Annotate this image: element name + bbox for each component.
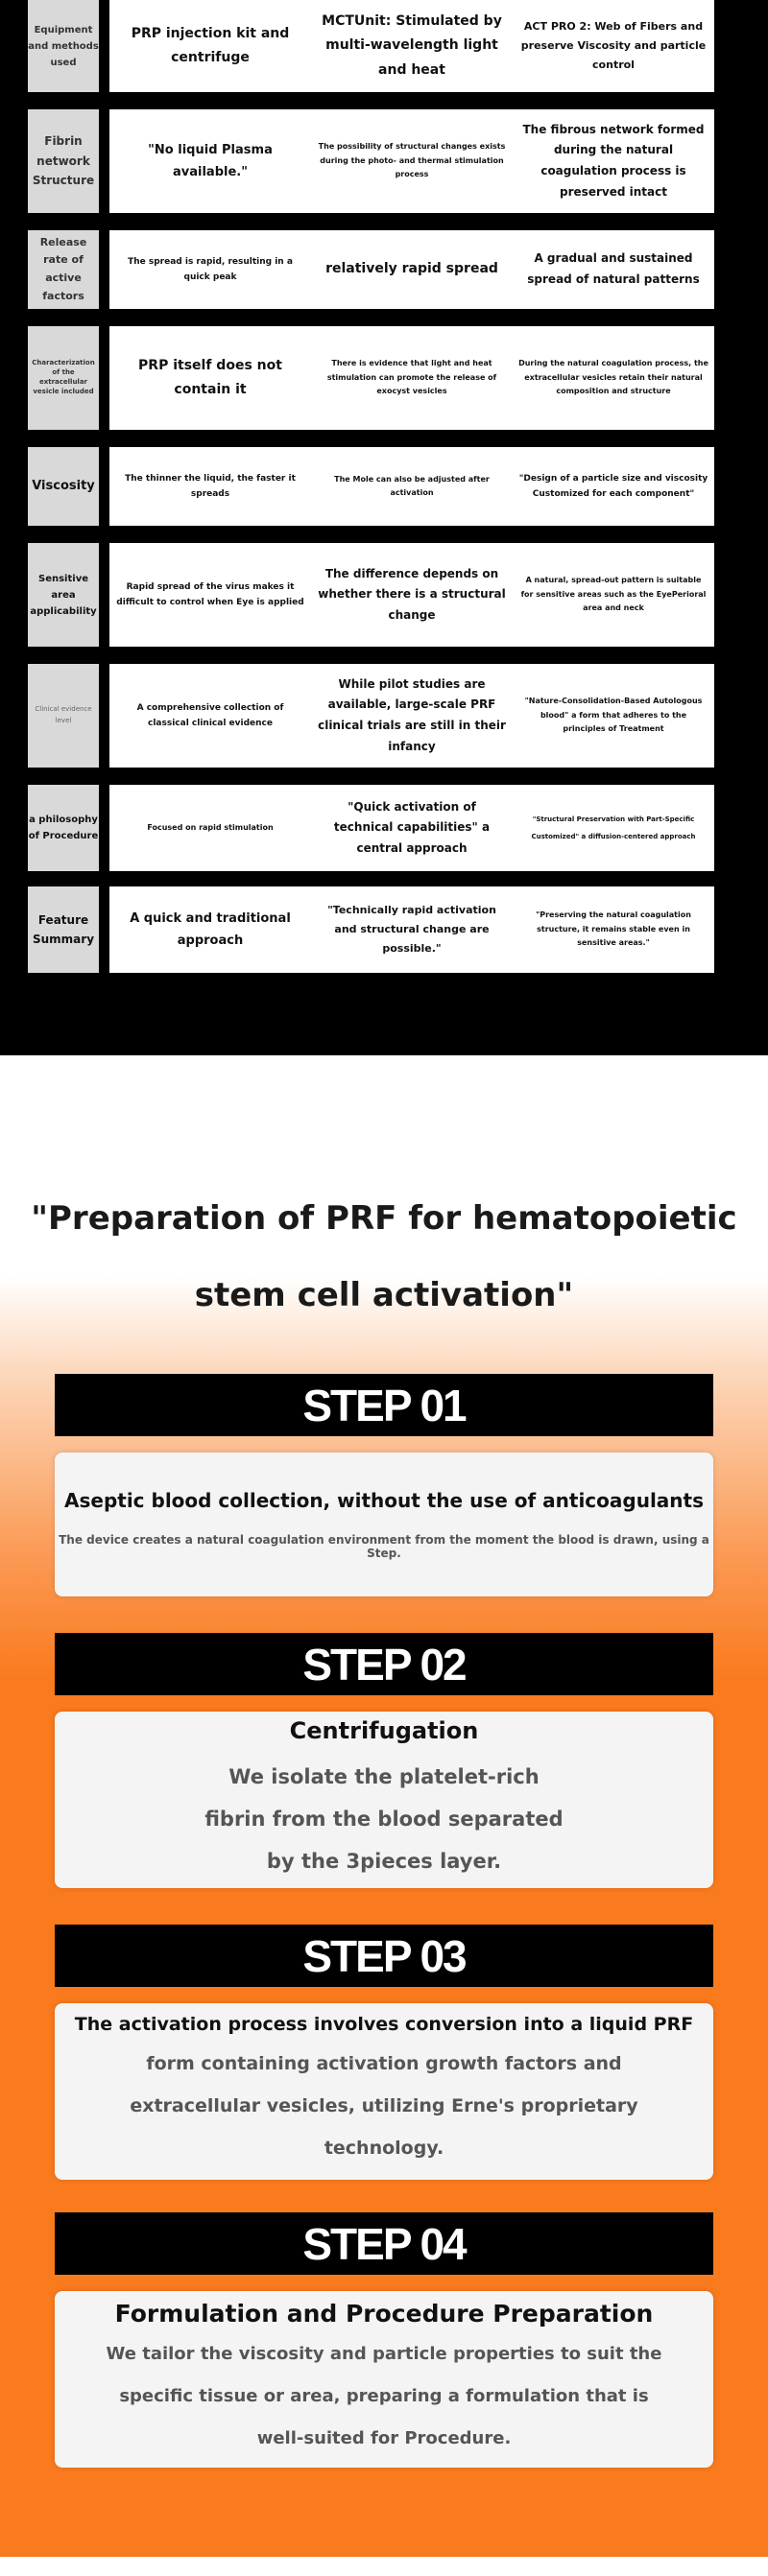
cell-act-pro: A gradual and sustained spread of natural patterns [527,251,700,286]
row-label: a philosophy of Procedure [28,785,99,871]
cell-prp: PRP injection kit and centrifuge [131,25,290,65]
step-01-bar: STEP 01 [55,1374,713,1436]
cell-act-pro: The fibrous network formed during the natural coagulation process is preserved intact [522,122,705,199]
step-04-bar: STEP 04 [55,2212,713,2275]
cell-act-pro: ACT PRO 2: Web of Fibers and preserve Viscosity and particle control [520,20,707,71]
comparison-row-clinical-evidence [0,664,768,768]
step-01-card [55,1453,713,1596]
cell-prp: The thinner the liquid, the faster it spreads [125,473,296,499]
cell-act-pro: "Nature-Consolidation-Based Autologous blood" a form that adheres to the principles of Treatment [524,697,703,734]
step-04-title: Formulation and Procedure Preparation [114,2299,654,2328]
row-label: Sensitive area applicability [28,543,99,647]
comparison-row-sensitive-area [0,543,768,647]
comparison-row-viscosity [0,447,768,526]
cell-mct: MCTUnit: Stimulated by multi-wavelength light and heat [322,13,502,78]
step-01-title: Aseptic blood collection, without the use of anticoagulants [64,1489,704,1512]
step-02-desc: We isolate the platelet-rich fibrin from the blood separated by the 3pieces layer. [204,1765,564,1873]
step-03-desc: form containing activation growth factors and extracellular vesicles, utilizing Erne's proprietary technology. [130,2053,638,2159]
cell-act-pro: "Design of a particle size and viscosity Customized for each component" [518,473,708,499]
row-content [109,447,714,526]
cell-act-pro: A natural, spread-out pattern is suitable for sensitive areas such as the EyePerioral area and neck [520,576,707,613]
cell-mct: The possibility of structural changes exists during the photo- and thermal stimulation process [318,142,506,179]
row-content [109,886,714,973]
cell-act-pro: "Preserving the natural coagulation structure, it remains stable even in sensitive areas." [536,910,691,948]
row-label: Viscosity [28,447,99,526]
comparison-row-fibrin [0,109,768,213]
step-03-bar: STEP 03 [55,1925,713,1987]
comparison-row-equipment [0,0,768,92]
row-label: Characterization of the extracellular vesicle included [28,326,99,430]
row-content [109,543,714,647]
row-label: Feature Summary [28,886,99,973]
cell-prp: "No liquid Plasma available." [148,142,273,179]
cell-prp: A comprehensive collection of classical clinical evidence [136,702,284,728]
row-label: Clinical evidence level [28,664,99,768]
cell-prp: The spread is rapid, resulting in a quick peak [128,256,293,282]
step-02-card [55,1712,713,1888]
section-headline: "Preparation of PRF for hematopoietic stem cell activation" [31,1199,737,1314]
row-label: Equipment and methods used [28,0,99,92]
step-01-desc: The device creates a natural coagulation environment from the moment the blood is drawn, using a Step. [59,1533,709,1560]
cell-mct: There is evidence that light and heat stimulation can promote the release of exocyst vesicles [326,359,497,396]
cell-act-pro: During the natural coagulation process, the extracellular vesicles retain their natural composition and structure [518,359,708,396]
cell-prp: Focused on rapid stimulation [147,822,274,832]
cell-prp: A quick and traditional approach [130,910,291,948]
cell-mct: "Technically rapid activation and structural change are possible." [327,904,496,955]
step-02-bar: STEP 02 [55,1633,713,1695]
cell-prp: PRP itself does not contain it [138,357,282,397]
comparison-row-feature-summary [0,886,768,973]
step-03-card [55,2003,713,2180]
footer-strip [0,2557,768,2576]
row-label: Fibrin network Structure [28,109,99,213]
row-content [109,785,714,871]
cell-mct: "Quick activation of technical capabilities" a central approach [333,799,491,855]
row-content [109,109,714,213]
row-content [109,664,714,768]
cell-mct: The Mole can also be adjusted after activation [334,474,490,497]
comparison-row-release-rate [0,230,768,309]
step-04-desc: We tailor the viscosity and particle properties to suit the specific tissue or area, preparing a formulation that is well-suited for Procedure. [106,2343,662,2448]
cell-mct: relatively rapid spread [325,261,498,277]
cell-mct: While pilot studies are available, large-scale PRF clinical trials are still in their infancy [318,676,506,753]
step-02-title: Centrifugation [289,1717,479,1744]
row-content [109,230,714,309]
cell-prp: Rapid spread of the virus makes it difficult to control when Eye is applied [116,581,304,607]
row-label: Release rate of active factors [28,230,99,309]
comparison-row-vesicle [0,326,768,430]
comparison-section [0,0,768,1055]
prf-preparation-section [0,1055,768,2576]
cell-mct: The difference depends on whether there is a structural change [318,566,506,622]
comparison-row-philosophy [0,785,768,871]
step-03-title: The activation process involves conversion into a liquid PRF [74,2014,694,2035]
row-content [109,0,714,92]
step-04-card [55,2291,713,2468]
cell-act-pro: "Structural Preservation with Part-Specific Customized" a diffusion-centered approach [531,815,696,840]
row-content [109,326,714,430]
